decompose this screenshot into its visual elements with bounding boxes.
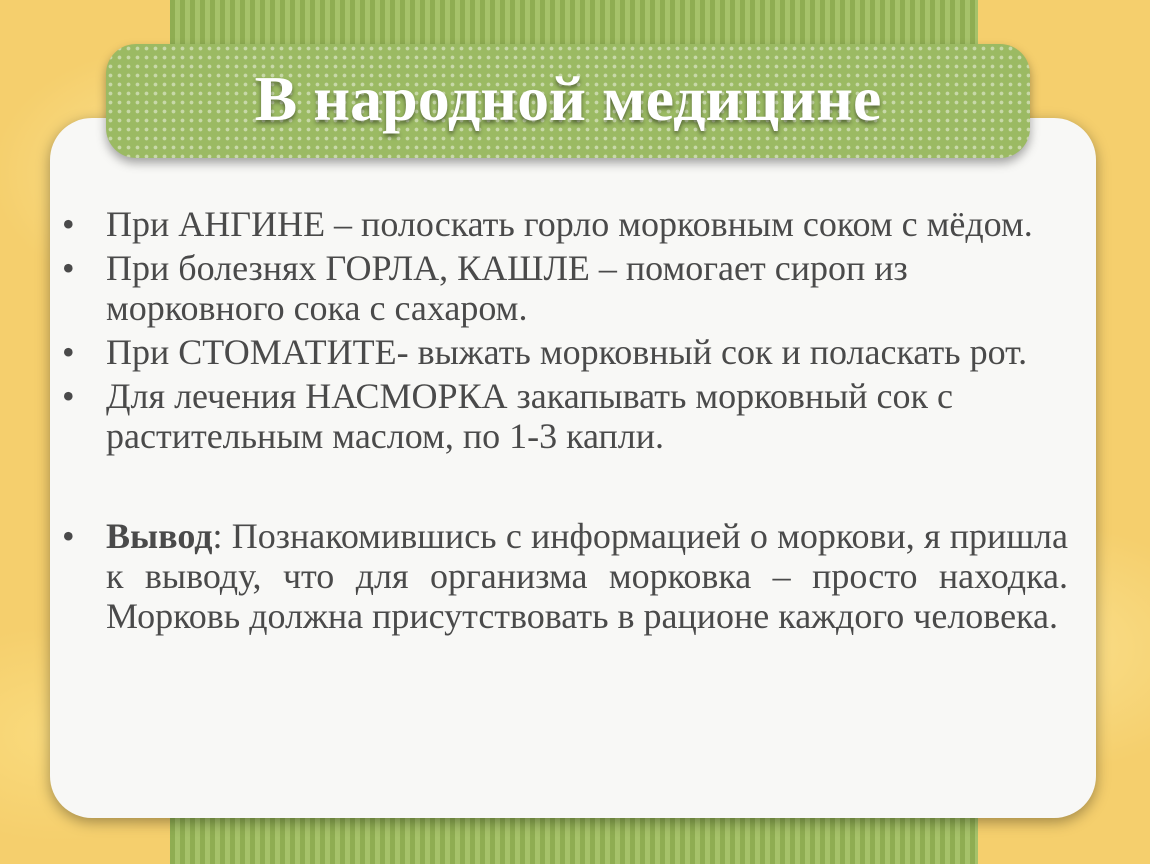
bullet-icon: • [62,204,75,244]
bullet-icon: • [62,516,75,556]
conclusion-text: : Познакомившись с информацией о моркови, я пришла к выводу, что для организма морковка – просто находка. Морковь должна присутствовать в рационе каждого человека. [106,516,1068,636]
bullet-icon: • [62,248,75,288]
conclusion-item [62,516,1068,636]
item-text-stomatitis: При СТОМАТИТЕ- выжать морковный сок и поласкать рот. [106,332,1028,372]
item-text-angina: При АНГИНЕ – полоскать горло морковным соком с мёдом. [106,204,1033,244]
conclusion-label: Вывод [106,516,213,556]
slide-title: В народной медицине [254,63,882,134]
bullet-list [62,204,1068,640]
list-item [62,248,1068,328]
bullet-icon: • [62,376,75,416]
list-item [62,204,1068,244]
bullet-icon: • [62,332,75,372]
item-text-throat-cough: При болезнях ГОРЛА, КАШЛЕ – помогает сироп из морковного сока с сахаром. [106,248,908,328]
list-item [62,376,1068,456]
item-text-runny-nose: Для лечения НАСМОРКА закапывать морковный сок с растительным маслом, по 1-3 капли. [106,376,953,456]
list-item [62,332,1068,372]
